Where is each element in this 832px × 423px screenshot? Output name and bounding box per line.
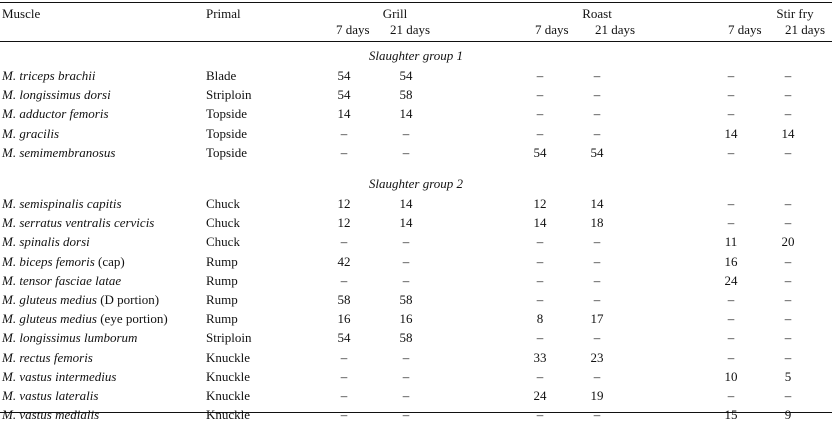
primal-cell: Striploin: [206, 87, 252, 103]
value-cell-r21: –: [593, 368, 601, 384]
value-cell-r21: –: [593, 87, 601, 103]
primal-cell: Knuckle: [206, 407, 251, 423]
value-cell-g21: –: [402, 272, 410, 288]
value-cell-g7: 12: [337, 196, 351, 211]
muscle-cell: [2, 369, 116, 385]
value-cell-g21: –: [402, 349, 410, 365]
value-cell-s21: –: [784, 87, 792, 103]
value-cell-s21: –: [784, 215, 792, 231]
muscle-cell: [2, 87, 111, 103]
value-cell-s21: –: [784, 311, 792, 327]
muscle-cell: [2, 196, 122, 212]
table-bottom-rule: [0, 412, 832, 413]
muscle-cell: [2, 254, 125, 270]
primal-cell: Striploin: [206, 330, 252, 346]
value-cell-g7: –: [340, 407, 348, 423]
header-stirfry: Stir fry: [776, 6, 814, 21]
value-cell-r7: 8: [536, 311, 544, 327]
value-cell-g21: –: [402, 253, 410, 269]
muscle-portion: (D portion): [96, 292, 160, 307]
value-cell-s7: 15: [724, 407, 738, 423]
primal-cell: Chuck: [206, 196, 240, 211]
muscle-name: M. gluteus medius: [2, 311, 97, 327]
value-cell-g7: –: [340, 349, 348, 365]
muscle-name: M. vastus lateralis: [2, 388, 99, 403]
value-cell-s7: 16: [724, 253, 738, 269]
value-cell-r21: –: [593, 292, 601, 307]
value-cell-g7: 12: [337, 215, 351, 231]
header-grill-21days: 21 days: [390, 22, 431, 37]
muscle-name: M. gracilis: [2, 125, 60, 141]
value-cell-s7: –: [727, 349, 735, 365]
muscle-cell: [2, 234, 90, 250]
value-cell-s21: –: [784, 388, 792, 403]
primal-cell: Knuckle: [206, 349, 251, 365]
muscle-name: M. rectus femoris: [2, 349, 93, 365]
value-cell-s21: 14: [781, 125, 795, 141]
muscle-cell: [2, 126, 59, 142]
muscle-cell: [2, 106, 109, 122]
value-cell-s21: –: [784, 144, 792, 160]
header-roast-7days: 7 days: [535, 22, 569, 37]
muscle-portion: (cap): [94, 253, 125, 269]
muscle-name: M. gluteus medius: [2, 292, 97, 307]
value-cell-g21: –: [402, 144, 410, 160]
value-cell-r21: –: [593, 330, 601, 346]
value-cell-r21: 18: [590, 215, 604, 231]
value-cell-g7: –: [340, 388, 348, 403]
value-cell-g7: 54: [337, 68, 351, 83]
muscle-name: M. biceps femoris: [2, 253, 95, 269]
muscle-name: M. vastus intermedius: [2, 368, 117, 384]
header-stirfry-7days: 7 days: [728, 22, 762, 37]
value-cell-g7: 16: [337, 311, 351, 327]
value-cell-s21: –: [784, 106, 792, 122]
group-title: Slaughter group 2: [368, 176, 464, 191]
muscle-cell: [2, 68, 96, 84]
value-cell-g21: –: [402, 388, 410, 403]
value-cell-s21: –: [784, 349, 792, 365]
value-cell-r21: 17: [590, 311, 604, 327]
muscle-cell: [2, 388, 98, 404]
value-cell-r21: –: [593, 253, 601, 269]
value-cell-g7: –: [340, 368, 348, 384]
value-cell-r21: 54: [590, 144, 604, 160]
muscle-name: M. triceps brachii: [2, 68, 96, 83]
primal-cell: Chuck: [206, 234, 240, 250]
value-cell-r7: 33: [533, 349, 547, 365]
primal-cell: Topside: [206, 125, 247, 141]
value-cell-s21: 9: [784, 407, 792, 423]
primal-cell: Blade: [206, 68, 237, 83]
value-cell-s21: –: [784, 272, 792, 288]
value-cell-s7: –: [727, 144, 735, 160]
muscle-name: M. semispinalis capitis: [2, 196, 122, 211]
value-cell-r21: –: [593, 68, 601, 83]
header-bottom-rule: [0, 41, 832, 42]
value-cell-s7: 14: [724, 125, 738, 141]
value-cell-s7: –: [727, 106, 735, 122]
value-cell-g7: 42: [337, 253, 351, 269]
value-cell-r7: –: [536, 272, 544, 288]
value-cell-s7: –: [727, 68, 735, 83]
value-cell-s7: 24: [724, 272, 738, 288]
value-cell-r7: –: [536, 234, 544, 250]
header-primal: Primal: [206, 6, 241, 21]
header-muscle: Muscle: [2, 6, 41, 21]
value-cell-s7: –: [727, 87, 735, 103]
header-grill: Grill: [382, 6, 408, 21]
value-cell-g21: –: [402, 368, 410, 384]
value-cell-s7: –: [727, 215, 735, 231]
value-cell-g7: 54: [337, 330, 351, 346]
value-cell-g21: –: [402, 234, 410, 250]
muscle-name: M. longissimus lumborum: [2, 330, 138, 346]
muscle-name: M. spinalis dorsi: [2, 234, 90, 250]
value-cell-s21: 5: [784, 368, 792, 384]
header-roast: Roast: [582, 6, 612, 21]
muscle-name: M. serratus ventralis cervicis: [2, 215, 155, 231]
value-cell-r21: –: [593, 272, 601, 288]
value-cell-r7: 24: [533, 388, 547, 403]
value-cell-g7: –: [340, 125, 348, 141]
primal-cell: Rump: [206, 272, 238, 288]
value-cell-r21: –: [593, 125, 601, 141]
value-cell-g7: –: [340, 272, 348, 288]
value-cell-s7: –: [727, 311, 735, 327]
muscle-name: M. adductor femoris: [2, 106, 109, 122]
muscle-cell: [2, 292, 159, 308]
value-cell-s7: 11: [724, 234, 738, 250]
value-cell-r21: 14: [590, 196, 604, 211]
value-cell-r21: 19: [590, 388, 604, 403]
value-cell-r21: 23: [590, 349, 604, 365]
muscle-name: M. semimembranosus: [2, 144, 116, 160]
group-title: Slaughter group 1: [368, 48, 464, 63]
muscle-cell: [2, 215, 154, 231]
value-cell-g21: 16: [399, 311, 413, 327]
muscle-cell: [2, 311, 168, 327]
value-cell-g7: –: [340, 144, 348, 160]
primal-cell: Knuckle: [206, 368, 251, 384]
value-cell-s21: –: [784, 253, 792, 269]
primal-cell: Knuckle: [206, 388, 251, 403]
value-cell-g7: 14: [337, 106, 351, 122]
value-cell-r7: –: [536, 407, 544, 423]
header-grill-7days: 7 days: [336, 22, 370, 37]
muscle-name: M. longissimus dorsi: [2, 87, 111, 103]
value-cell-r21: –: [593, 234, 601, 250]
value-cell-s21: –: [784, 292, 792, 307]
value-cell-r7: 12: [533, 196, 547, 211]
value-cell-g21: 58: [399, 87, 413, 103]
value-cell-r7: –: [536, 368, 544, 384]
value-cell-r7: –: [536, 68, 544, 83]
value-cell-r7: –: [536, 253, 544, 269]
primal-cell: Rump: [206, 253, 238, 269]
value-cell-s7: –: [727, 330, 735, 346]
value-cell-g21: –: [402, 125, 410, 141]
value-cell-s7: 10: [724, 368, 738, 384]
value-cell-r7: –: [536, 330, 544, 346]
primal-cell: Chuck: [206, 215, 240, 231]
primal-cell: Rump: [206, 311, 238, 327]
muscle-name: M. tensor fasciae latae: [2, 272, 122, 288]
header-stirfry-21days: 21 days: [785, 22, 826, 37]
value-cell-r7: –: [536, 106, 544, 122]
value-cell-r7: 14: [533, 215, 547, 231]
value-cell-g21: 14: [399, 215, 413, 231]
value-cell-g7: –: [340, 234, 348, 250]
value-cell-s21: 20: [781, 234, 795, 250]
value-cell-s7: –: [727, 196, 735, 211]
value-cell-r21: –: [593, 106, 601, 122]
value-cell-g21: 54: [399, 68, 413, 83]
value-cell-r7: –: [536, 87, 544, 103]
primal-cell: Topside: [206, 144, 247, 160]
value-cell-r7: 54: [533, 144, 547, 160]
value-cell-g7: 54: [337, 87, 351, 103]
value-cell-r21: –: [593, 407, 601, 423]
value-cell-s7: –: [727, 292, 735, 307]
value-cell-r7: –: [536, 292, 544, 307]
primal-cell: Rump: [206, 292, 238, 307]
table-top-rule: [0, 2, 832, 3]
value-cell-s21: –: [784, 68, 792, 83]
muscle-name: M. vastus medialis: [2, 407, 100, 423]
muscle-cell: [2, 145, 115, 161]
value-cell-s21: –: [784, 330, 792, 346]
value-cell-g21: 58: [399, 330, 413, 346]
muscle-cell: [2, 407, 99, 423]
muscle-cell: [2, 350, 93, 366]
muscle-portion: (eye portion): [96, 311, 168, 327]
value-cell-g21: 58: [399, 292, 413, 307]
header-roast-21days: 21 days: [595, 22, 636, 37]
value-cell-g21: 14: [399, 106, 413, 122]
muscle-cell: [2, 273, 121, 289]
value-cell-g7: 58: [337, 292, 351, 307]
muscle-cell: [2, 330, 137, 346]
value-cell-g21: 14: [399, 196, 413, 211]
value-cell-s21: –: [784, 196, 792, 211]
value-cell-s7: –: [727, 388, 735, 403]
primal-cell: Topside: [206, 106, 247, 122]
value-cell-r7: –: [536, 125, 544, 141]
value-cell-g21: –: [402, 407, 410, 423]
